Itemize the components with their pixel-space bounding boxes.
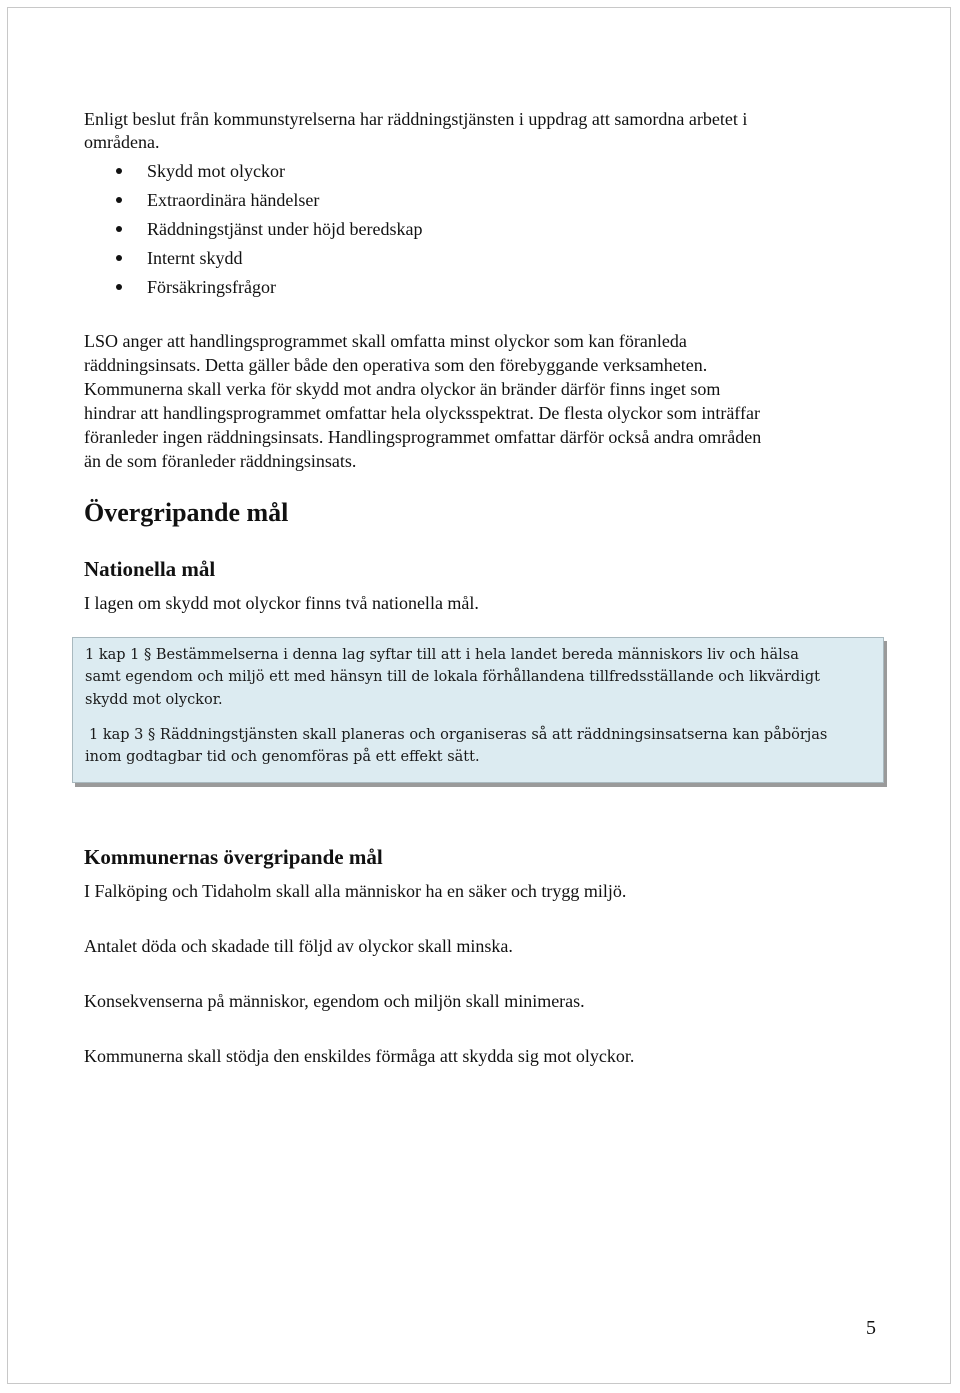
quote-line: skydd mot olyckor. [85,692,223,708]
lso-line: LSO anger att handlingsprogrammet skall omfatta minst olyckor som kan föranleda [84,331,687,351]
law-quote-box [72,637,884,783]
lso-line: hindrar att handlingsprogrammet omfattar hela olycksspektrat. De flesta olyckor som inträffar [84,403,760,423]
municipal-goal: Kommunerna skall stödja den enskildes förmåga att skydda sig mot olyckor. [84,1046,635,1066]
areas-bullet-list [84,159,422,304]
municipal-goal: Antalet döda och skadade till följd av olyckor skall minska. [84,936,513,956]
intro-line: Enligt beslut från kommunstyrelserna har räddningstjänsten i uppdrag att samordna arbetet i [84,109,748,129]
municipal-goal: Konsekvenserna på människor, egendom och miljön skall minimeras. [84,991,585,1011]
quote-line: 1 kap 3 § Räddningstjänsten skall planeras och organiseras så att räddningsinsatserna kan påbörjas [89,727,828,743]
lso-line: räddningsinsats. Detta gäller både den operativa som den förebyggande verksamheten. [84,355,708,375]
quote-line: 1 kap 1 § Bestämmelserna i denna lag syftar till att i hela landet bereda människors liv och hälsa [85,647,799,663]
heading-overall-goals: Övergripande mål [84,498,289,527]
bullet-item: Räddningstjänst under höjd beredskap [84,217,422,246]
national-goals-text: I lagen om skydd mot olyckor finns två nationella mål. [84,593,479,613]
lso-paragraph [84,329,884,473]
lso-line: Kommunerna skall verka för skydd mot andra olyckor än bränder därför finns inget som [84,379,721,399]
quote-line: inom godtagbar tid och genomföras på ett effekt sätt. [85,749,480,765]
intro-line: områdena. [84,132,160,152]
heading-municipal-goals: Kommunernas övergripande mål [84,845,383,869]
bullet-item: Skydd mot olyckor [84,159,422,188]
lso-line: än de som föranleder räddningsinsats. [84,451,357,471]
bullet-item: Försäkringsfrågor [84,275,422,304]
intro-paragraph [84,108,884,154]
quote-line: samt egendom och miljö ett med hänsyn till de lokala förhållandena tillfredsställande och likvärdigt [85,669,820,685]
bullet-item: Extraordinära händelser [84,188,422,217]
municipal-goal: I Falköping och Tidaholm skall alla människor ha en säker och trygg miljö. [84,881,627,901]
heading-national-goals: Nationella mål [84,557,216,581]
lso-line: föranleder ingen räddningsinsats. Handlingsprogrammet omfattar därför också andra områden [84,427,762,447]
bullet-item: Internt skydd [84,246,422,275]
page-number: 5 [866,1317,876,1339]
